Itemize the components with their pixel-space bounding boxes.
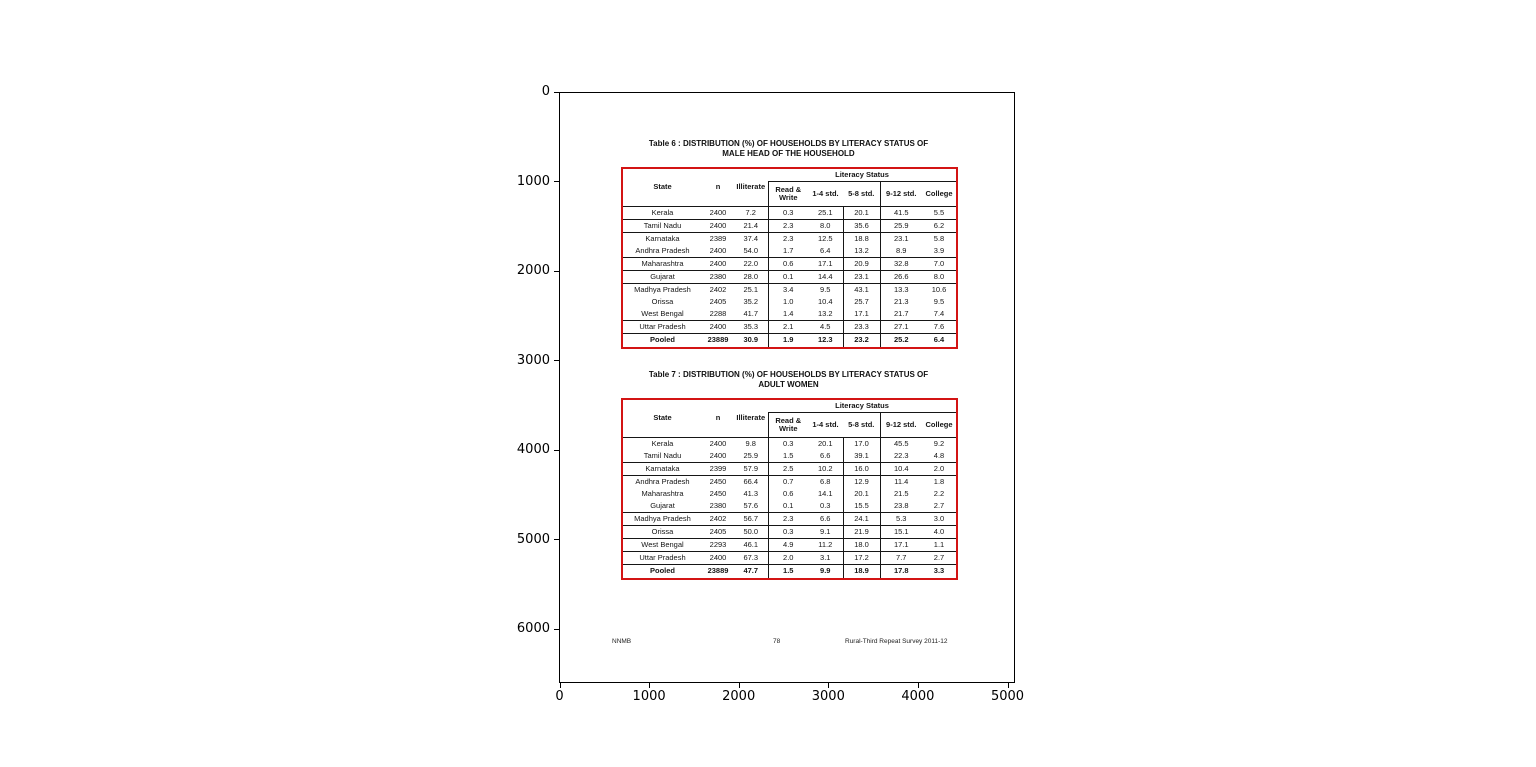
value-cell: 2400 (702, 450, 734, 463)
state-cell: West Bengal (622, 308, 702, 321)
value-cell: 2400 (702, 206, 734, 219)
value-cell: 2400 (702, 245, 734, 258)
table-row (622, 500, 957, 513)
y-tick-label: 0 (541, 84, 550, 99)
col-state: State (622, 399, 702, 437)
value-cell: 2293 (702, 539, 734, 552)
value-cell: 47.7 (743, 566, 759, 576)
value-cell: 2400 (702, 552, 734, 565)
value-cell: 2288 (702, 308, 734, 321)
x-tick-label: 2000 (722, 689, 756, 704)
value-cell: 17.0 (843, 437, 880, 450)
state-cell: Kerala (651, 438, 674, 448)
y-tick-label: 2000 (516, 263, 550, 278)
value-cell: 21.9 (843, 526, 880, 539)
value-cell: 25.9 (880, 219, 922, 232)
x-tick-label: 1000 (632, 689, 666, 704)
value-cell: 25.9 (734, 450, 768, 463)
value-cell: 18.0 (843, 539, 880, 552)
state-cell: Madhya Pradesh (622, 513, 702, 526)
value-cell: 4.8 (922, 450, 957, 463)
value-cell: 2.0 (768, 552, 808, 565)
value-cell: 3.3 (933, 566, 945, 576)
value-cell: 6.2 (922, 219, 957, 232)
value-cell: 22.0 (734, 257, 768, 270)
table7-title-line2: ADULT WOMEN (758, 380, 819, 389)
table-row (622, 284, 957, 297)
value-cell: 37.4 (743, 233, 759, 243)
table6-title-line2: MALE HEAD OF THE HOUSEHOLD (722, 149, 855, 158)
table-row (622, 296, 957, 308)
col-college: College (922, 181, 957, 206)
table-row (622, 245, 957, 258)
state-cell: Uttar Pradesh (622, 552, 702, 565)
value-cell: 21.3 (880, 296, 922, 308)
value-cell: 1.0 (768, 296, 808, 308)
x-tick-label: 3000 (811, 689, 845, 704)
table-row (622, 219, 957, 232)
col-n: n (702, 168, 734, 206)
value-cell: 5.8 (933, 233, 945, 243)
value-cell: 14.4 (808, 270, 843, 283)
table-row (622, 206, 957, 219)
value-cell: 2389 (709, 233, 727, 243)
value-cell: 12.3 (817, 335, 833, 345)
state-cell: Pooled (649, 566, 675, 576)
literacy-status-group-header: Literacy Status (768, 168, 957, 181)
value-cell: 6.6 (808, 513, 843, 526)
value-cell: 4.9 (768, 539, 808, 552)
col-5-8-std: 5-8 std. (843, 181, 880, 206)
value-cell: 20.1 (817, 438, 833, 448)
value-cell: 11.2 (808, 539, 843, 552)
value-cell: 67.3 (734, 552, 768, 565)
value-cell: 25.7 (843, 296, 880, 308)
value-cell: 21.5 (880, 488, 922, 500)
value-cell: 23.8 (880, 500, 922, 513)
value-cell: 43.1 (843, 284, 880, 297)
value-cell: 1.4 (768, 308, 808, 321)
value-cell: 13.2 (808, 308, 843, 321)
value-cell: 1.9 (768, 334, 808, 348)
y-tick-label: 3000 (516, 352, 550, 368)
table-row (622, 437, 957, 450)
value-cell: 20.9 (843, 257, 880, 270)
state-cell: Pooled (649, 335, 675, 345)
value-cell: 17.1 (880, 539, 922, 552)
value-cell: 18.9 (843, 565, 880, 579)
value-cell: 1.1 (922, 539, 957, 552)
value-cell: 41.3 (743, 488, 759, 498)
value-cell: 8.0 (922, 270, 957, 283)
y-tick-label: 1000 (516, 173, 550, 189)
state-cell: Maharashtra (622, 257, 702, 270)
value-cell: 9.9 (820, 566, 831, 576)
value-cell: 1.7 (768, 245, 808, 258)
value-cell: 2400 (702, 321, 734, 334)
value-cell: 2400 (709, 438, 727, 448)
value-cell: 30.9 (743, 335, 759, 345)
table-row (622, 462, 957, 475)
state-cell: Karnataka (622, 462, 702, 475)
table7-title-line1: Table 7 : DISTRIBUTION (%) OF HOUSEHOLDS BY LITERACY STATUS OF (648, 370, 929, 379)
value-cell: 56.7 (734, 513, 768, 526)
value-cell: 13.3 (880, 284, 922, 297)
x-tick-label: 5000 (990, 689, 1025, 704)
value-cell: 23.1 (843, 270, 880, 283)
state-cell: Maharashtra (641, 488, 684, 498)
value-cell: 2450 (709, 488, 727, 498)
value-cell: 2402 (702, 513, 734, 526)
value-cell: 11.4 (880, 475, 922, 488)
value-cell: 28.0 (734, 270, 768, 283)
value-cell: 0.1 (768, 500, 808, 513)
table-row (622, 308, 957, 321)
table-row (622, 475, 957, 488)
value-cell: 8.0 (808, 219, 843, 232)
value-cell: 23.2 (843, 334, 880, 348)
state-cell: Orissa (651, 297, 674, 307)
value-cell: 10.4 (880, 462, 922, 475)
value-cell: 22.3 (880, 450, 922, 463)
value-cell: 2.3 (768, 219, 808, 232)
state-cell: Gujarat (622, 270, 702, 283)
value-cell: 20.1 (843, 206, 880, 219)
state-cell: Orissa (622, 526, 702, 539)
value-cell: 9.8 (745, 438, 756, 448)
value-cell: 1.5 (768, 450, 808, 463)
table-row (622, 552, 957, 565)
y-tick-label: 5000 (516, 531, 550, 547)
value-cell: 50.0 (734, 526, 768, 539)
value-cell: 35.2 (743, 297, 759, 307)
col-9-12-std: 9-12 std. (880, 412, 922, 437)
value-cell: 7.7 (880, 552, 922, 565)
footer-survey-name: Rural-Third Repeat Survey 2011-12 (845, 638, 948, 645)
value-cell: 6.6 (808, 450, 843, 463)
value-cell: 0.1 (768, 270, 808, 283)
value-cell: 35.3 (734, 321, 768, 334)
x-tick-label: 4000 (901, 689, 935, 704)
value-cell: 0.3 (768, 437, 808, 450)
value-cell: 2400 (702, 219, 734, 232)
value-cell: 4.0 (922, 526, 957, 539)
value-cell: 13.2 (843, 245, 880, 258)
value-cell: 46.1 (734, 539, 768, 552)
col-read-write: Read & Write (768, 412, 808, 437)
table-row (622, 526, 957, 539)
value-cell: 5.5 (922, 206, 957, 219)
value-cell: 9.5 (820, 285, 831, 295)
value-cell: 17.1 (843, 308, 880, 321)
value-cell: 41.7 (734, 308, 768, 321)
table-row (622, 334, 957, 348)
value-cell: 7.4 (922, 308, 957, 321)
value-cell: 2400 (702, 257, 734, 270)
value-cell: 23.3 (843, 321, 880, 334)
value-cell: 10.2 (808, 462, 843, 475)
col-read-write: Read & Write (768, 181, 808, 206)
value-cell: 32.8 (880, 257, 922, 270)
value-cell: 26.6 (880, 270, 922, 283)
y-tick-label: 4000 (516, 442, 550, 457)
table6-title-line1: Table 6 : DISTRIBUTION (%) OF HOUSEHOLDS BY LITERACY STATUS OF (648, 139, 929, 148)
value-cell: 17.2 (843, 552, 880, 565)
state-cell: Tamil Nadu (622, 450, 702, 463)
col-n: n (702, 399, 734, 437)
value-cell: 12.5 (817, 233, 833, 243)
col-1-4-std: 1-4 std. (808, 181, 843, 206)
state-cell: Madhya Pradesh (634, 285, 691, 295)
value-cell: 2405 (702, 526, 734, 539)
state-cell: Tamil Nadu (622, 219, 702, 232)
value-cell: 1.5 (768, 565, 808, 579)
value-cell: 24.1 (843, 513, 880, 526)
value-cell: 2450 (709, 476, 727, 486)
value-cell: 7.2 (734, 206, 768, 219)
value-cell: 20.1 (843, 488, 880, 500)
y-tick-label: 6000 (516, 621, 550, 636)
value-cell: 2.3 (768, 232, 808, 245)
table-row (622, 321, 957, 334)
value-cell: 3.1 (808, 552, 843, 565)
value-cell: 3.9 (922, 245, 957, 258)
value-cell: 3.4 (768, 284, 808, 297)
state-cell: Andhra Pradesh (622, 245, 702, 258)
col-illiterate: Illiterate (734, 399, 768, 437)
value-cell: 54.0 (734, 245, 768, 258)
state-cell: Andhra Pradesh (635, 476, 690, 486)
value-cell: 57.6 (734, 500, 768, 513)
state-cell: West Bengal (622, 539, 702, 552)
table7-title (621, 370, 956, 390)
value-cell: 4.5 (808, 321, 843, 334)
value-cell: 41.5 (880, 206, 922, 219)
value-cell: 57.9 (734, 462, 768, 475)
value-cell: 66.4 (743, 476, 759, 486)
table-row (622, 270, 957, 283)
value-cell: 17.1 (808, 257, 843, 270)
value-cell: 2.7 (922, 500, 957, 513)
table-row (622, 565, 957, 579)
col-college: College (922, 412, 957, 437)
state-cell: Kerala (622, 206, 702, 219)
value-cell: 3.0 (922, 513, 957, 526)
table-adult-women (621, 398, 958, 580)
value-cell: 2.2 (933, 488, 945, 498)
value-cell: 2380 (702, 500, 734, 513)
value-cell: 1.8 (933, 476, 945, 486)
col-9-12-std: 9-12 std. (880, 181, 922, 206)
header-group-row (622, 168, 957, 181)
header-group-row (622, 399, 957, 412)
value-cell: 6.4 (933, 335, 945, 345)
value-cell: 6.8 (820, 476, 831, 486)
value-cell: 0.3 (808, 500, 843, 513)
value-cell: 8.9 (880, 245, 922, 258)
table-row (622, 257, 957, 270)
value-cell: 25.2 (880, 334, 922, 348)
col-1-4-std: 1-4 std. (808, 412, 843, 437)
value-cell: 5.3 (880, 513, 922, 526)
value-cell: 21.4 (734, 219, 768, 232)
col-5-8-std: 5-8 std. (843, 412, 880, 437)
value-cell: 0.6 (768, 488, 808, 500)
value-cell: 2380 (702, 270, 734, 283)
value-cell: 2.5 (768, 462, 808, 475)
value-cell: 0.3 (768, 206, 808, 219)
state-cell: Uttar Pradesh (622, 321, 702, 334)
value-cell: 0.6 (768, 257, 808, 270)
state-cell: Karnataka (645, 233, 680, 243)
col-illiterate: Illiterate (734, 168, 768, 206)
value-cell: 2.7 (922, 552, 957, 565)
value-cell: 15.5 (843, 500, 880, 513)
table-row (622, 232, 957, 245)
value-cell: 25.1 (743, 285, 759, 295)
value-cell: 2.3 (768, 513, 808, 526)
value-cell: 10.4 (817, 297, 833, 307)
value-cell: 0.3 (768, 526, 808, 539)
literacy-status-group-header: Literacy Status (768, 399, 957, 412)
table-row (622, 488, 957, 500)
value-cell: 35.6 (843, 219, 880, 232)
value-cell: 45.5 (880, 437, 922, 450)
value-cell: 16.0 (843, 462, 880, 475)
col-state: State (622, 168, 702, 206)
value-cell: 9.2 (933, 438, 945, 448)
value-cell: 21.7 (880, 308, 922, 321)
value-cell: 12.9 (843, 475, 880, 488)
value-cell: 9.1 (808, 526, 843, 539)
value-cell: 23889 (707, 566, 729, 576)
value-cell: 15.1 (880, 526, 922, 539)
value-cell: 7.0 (922, 257, 957, 270)
state-cell: Gujarat (622, 500, 702, 513)
value-cell: 2402 (709, 285, 727, 295)
x-tick-label: 0 (555, 689, 564, 704)
value-cell: 9.5 (933, 297, 945, 307)
value-cell: 23889 (707, 335, 729, 345)
value-cell: 18.8 (843, 232, 880, 245)
value-cell: 6.4 (808, 245, 843, 258)
table-row (622, 513, 957, 526)
value-cell: 2405 (709, 297, 727, 307)
value-cell: 25.1 (808, 206, 843, 219)
table-row (622, 450, 957, 463)
value-cell: 23.1 (880, 232, 922, 245)
value-cell: 39.1 (843, 450, 880, 463)
value-cell: 7.6 (922, 321, 957, 334)
value-cell: 0.7 (768, 475, 808, 488)
page-number: 78 (773, 638, 781, 645)
value-cell: 10.6 (931, 285, 947, 295)
value-cell: 2.1 (768, 321, 808, 334)
value-cell: 27.1 (880, 321, 922, 334)
footer-org: NNMB (612, 638, 632, 645)
table-male-head (621, 167, 958, 349)
value-cell: 2.0 (922, 462, 957, 475)
value-cell: 17.8 (880, 565, 922, 579)
table6-title (621, 139, 956, 159)
table-row (622, 539, 957, 552)
value-cell: 2399 (702, 462, 734, 475)
value-cell: 14.1 (817, 488, 833, 498)
